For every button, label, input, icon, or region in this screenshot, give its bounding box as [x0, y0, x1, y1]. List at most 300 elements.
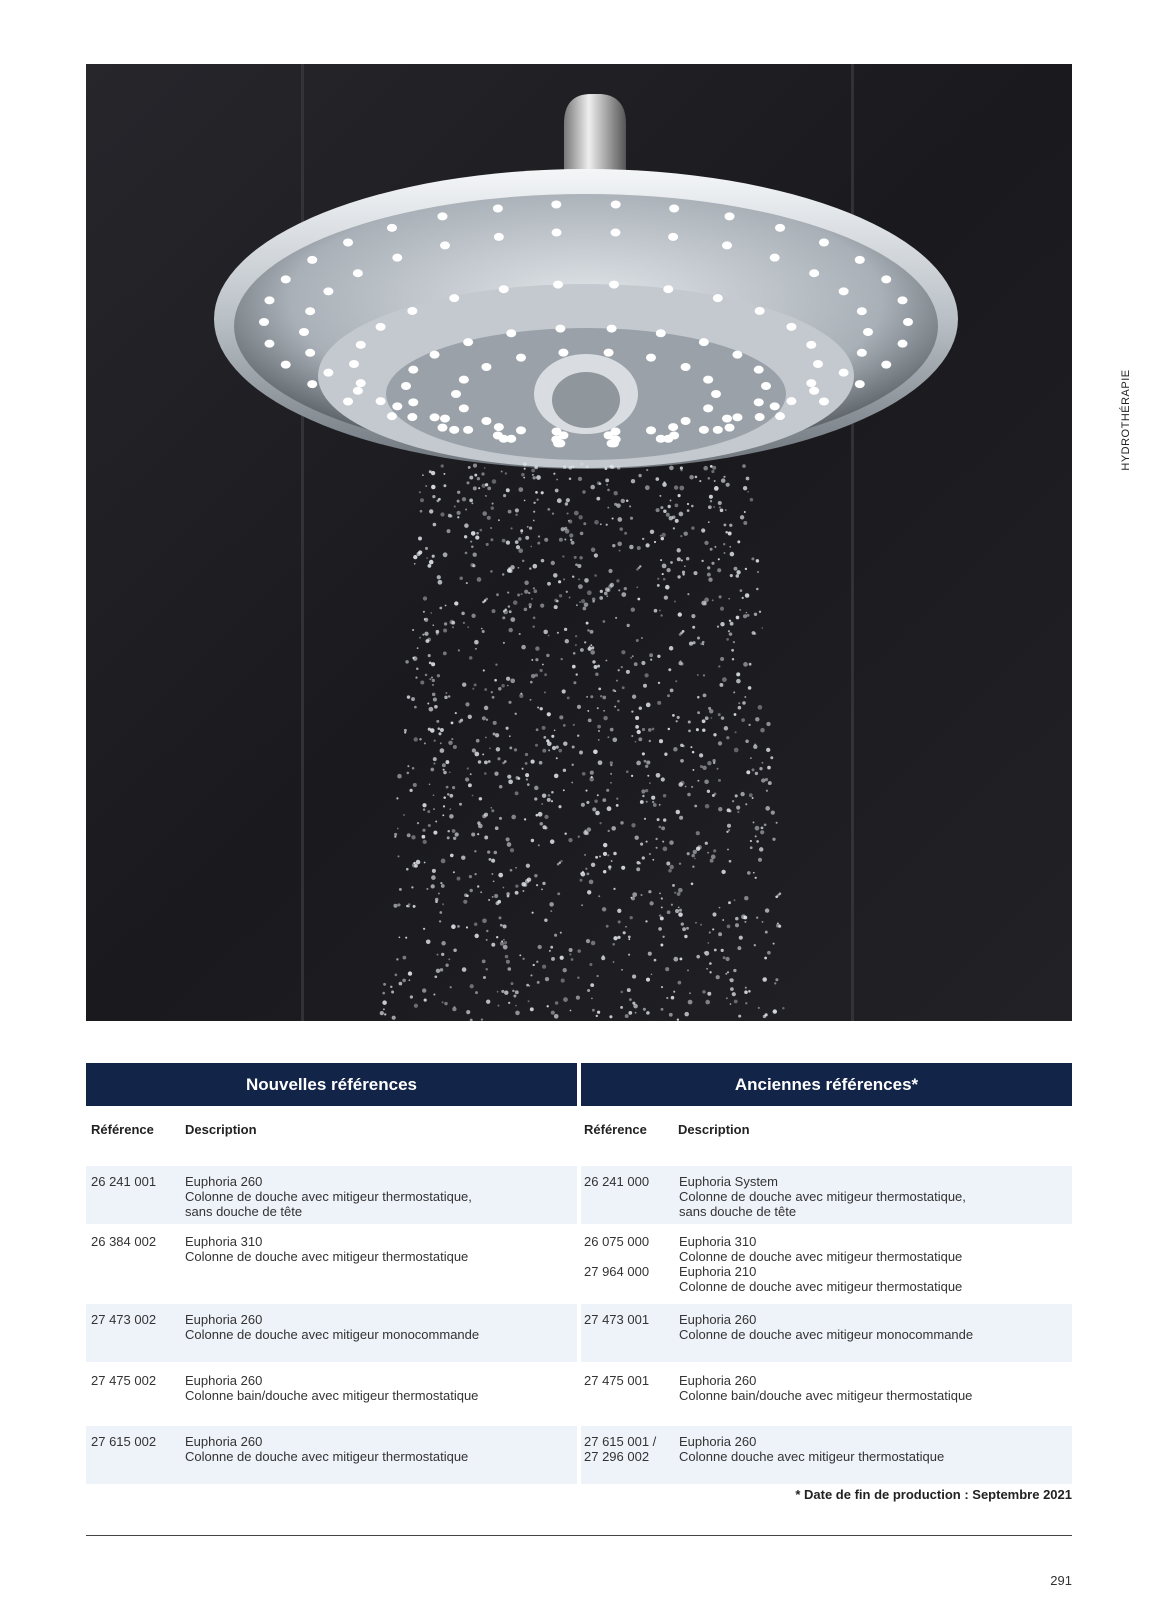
water-drop	[750, 840, 752, 842]
water-drop	[691, 614, 695, 618]
water-drop	[770, 756, 773, 759]
water-drop	[718, 932, 722, 936]
water-drop	[707, 942, 709, 944]
water-drop	[560, 932, 562, 934]
table-row	[86, 1304, 1072, 1362]
water-drop	[563, 769, 566, 772]
water-drop	[563, 578, 565, 580]
water-drop	[744, 921, 746, 923]
water-drop	[501, 990, 504, 993]
water-drop	[642, 538, 644, 540]
water-drop	[474, 683, 477, 686]
water-drop	[390, 986, 392, 988]
water-drop	[406, 905, 409, 908]
water-drop	[758, 1007, 760, 1009]
water-drop	[442, 903, 444, 905]
water-drop	[680, 759, 684, 763]
water-drop	[631, 479, 635, 483]
water-drop	[712, 599, 714, 601]
water-drop	[433, 808, 435, 810]
water-drop	[433, 762, 435, 764]
water-drop	[478, 487, 480, 489]
water-drop	[662, 841, 664, 843]
water-drop	[726, 638, 729, 641]
water-drop	[580, 879, 583, 882]
water-drop	[635, 725, 639, 729]
water-drop	[637, 861, 640, 864]
water-drop	[719, 506, 721, 508]
water-drop	[631, 823, 635, 827]
water-drop	[531, 674, 535, 678]
water-drop	[758, 858, 762, 862]
water-drop	[553, 473, 555, 475]
water-drop	[697, 696, 700, 699]
water-drop	[643, 684, 647, 688]
water-drop	[602, 955, 604, 957]
water-drop	[552, 746, 556, 750]
water-drop	[636, 761, 641, 766]
water-drop	[499, 817, 502, 820]
water-drop	[657, 584, 660, 587]
water-drop	[515, 514, 517, 516]
water-drop	[721, 478, 726, 483]
water-drop	[680, 632, 683, 635]
water-drop	[449, 771, 451, 773]
water-drop	[645, 485, 650, 490]
water-drop	[734, 748, 739, 753]
water-drop	[511, 527, 513, 529]
water-drop	[720, 622, 724, 626]
water-drop	[670, 689, 674, 693]
water-drop	[659, 893, 661, 895]
nozzle	[323, 287, 333, 295]
water-drop	[440, 728, 444, 732]
water-drop	[596, 1015, 598, 1017]
water-drop	[660, 506, 663, 509]
water-drop	[531, 839, 534, 842]
water-drop	[485, 968, 488, 971]
water-drop	[515, 508, 519, 512]
water-drop	[621, 866, 625, 870]
water-drop	[471, 531, 476, 536]
nozzle	[609, 281, 619, 289]
water-drop	[674, 891, 676, 893]
nozzle	[440, 241, 450, 249]
nozzle	[770, 402, 780, 410]
nozzle	[699, 338, 709, 346]
water-drop	[409, 789, 412, 792]
water-drop	[745, 1002, 747, 1004]
water-drop	[559, 594, 562, 597]
nozzle	[611, 201, 621, 209]
water-drop	[765, 806, 770, 811]
water-drop	[674, 485, 678, 489]
water-drop	[382, 1000, 387, 1005]
water-drop	[598, 730, 600, 732]
water-drop	[678, 612, 682, 616]
water-drop	[473, 553, 477, 557]
water-drop	[542, 749, 546, 753]
nozzle	[449, 294, 459, 302]
water-drop	[643, 1008, 646, 1011]
water-drop	[663, 794, 666, 797]
water-drop	[419, 637, 421, 639]
water-drop	[490, 538, 493, 541]
water-drop	[521, 593, 523, 595]
water-drop	[632, 892, 637, 897]
water-drop	[524, 590, 528, 594]
water-drop	[531, 598, 533, 600]
water-drop	[465, 777, 469, 781]
water-drop	[670, 561, 673, 564]
water-drop	[712, 466, 716, 470]
water-drop	[540, 604, 544, 608]
water-drop	[526, 778, 528, 780]
water-drop	[581, 904, 583, 906]
water-drop	[440, 512, 444, 516]
water-drop	[528, 603, 531, 606]
water-drop	[424, 632, 428, 636]
water-drop	[482, 960, 486, 964]
nozzle	[459, 376, 469, 384]
water-drop	[491, 859, 495, 863]
water-drop	[430, 768, 434, 772]
water-drop	[536, 499, 538, 501]
water-drop	[597, 1011, 600, 1014]
water-drop	[675, 909, 679, 913]
water-drop	[551, 957, 555, 961]
water-drop	[675, 680, 677, 682]
water-drop	[554, 774, 559, 779]
water-drop	[457, 925, 460, 928]
water-drop	[733, 691, 735, 693]
water-drop	[614, 491, 618, 495]
water-drop	[729, 632, 733, 636]
water-drop	[641, 789, 645, 793]
water-drop	[431, 471, 435, 475]
water-drop	[750, 498, 754, 502]
water-drop	[515, 884, 518, 887]
water-drop	[422, 835, 426, 839]
water-drop	[518, 487, 523, 492]
water-drop	[384, 1013, 386, 1015]
water-drop	[445, 760, 449, 764]
water-drop	[439, 920, 441, 922]
water-drop	[663, 578, 666, 581]
water-drop	[519, 954, 521, 956]
water-drop	[472, 748, 476, 752]
water-drop	[692, 866, 694, 868]
water-drop	[524, 818, 526, 820]
water-drop	[431, 875, 436, 880]
water-drop	[497, 991, 499, 993]
water-drop	[419, 738, 422, 741]
water-drop	[705, 804, 710, 809]
water-drop	[634, 662, 638, 666]
water-drop	[736, 574, 739, 577]
water-drop	[529, 567, 531, 569]
water-drop	[697, 711, 700, 714]
water-drop	[397, 855, 399, 857]
nozzle	[761, 382, 771, 390]
water-drop	[537, 542, 540, 545]
water-drop	[745, 803, 747, 805]
water-drop	[733, 641, 735, 643]
water-drop	[766, 790, 768, 792]
water-drop	[486, 930, 488, 932]
water-drop	[469, 476, 473, 480]
water-drop	[659, 739, 663, 743]
water-drop	[569, 597, 571, 599]
water-drop	[594, 520, 599, 525]
water-drop	[453, 745, 457, 749]
nozzle	[506, 435, 516, 443]
water-drop	[761, 627, 763, 629]
water-drop	[758, 705, 763, 710]
water-drop	[621, 592, 626, 597]
water-drop	[717, 568, 721, 572]
water-drop	[690, 746, 692, 748]
water-drop	[722, 677, 727, 682]
nozzle	[430, 413, 440, 421]
water-drop	[429, 662, 432, 665]
water-drop	[682, 571, 685, 574]
nozzle	[898, 296, 908, 304]
nozzle	[449, 426, 459, 434]
new-description-line: Colonne de douche avec mitigeur monocommande	[185, 1327, 480, 1342]
water-drop	[743, 486, 747, 490]
water-drop	[457, 511, 461, 515]
water-drop	[642, 795, 644, 797]
water-drop	[724, 726, 729, 731]
water-drop	[666, 568, 670, 572]
water-drop	[507, 685, 509, 687]
water-drop	[742, 464, 746, 468]
water-drop	[657, 818, 660, 821]
water-drop	[481, 472, 484, 475]
water-drop	[713, 849, 716, 852]
water-drop	[510, 678, 515, 683]
nozzle	[732, 413, 742, 421]
water-drop	[617, 700, 620, 703]
water-drop	[610, 773, 612, 775]
water-drop	[669, 865, 673, 869]
water-drop	[449, 794, 453, 798]
water-drop	[657, 655, 660, 658]
water-drop	[669, 466, 674, 471]
water-drop	[586, 465, 589, 468]
water-drop	[589, 963, 592, 966]
water-drop	[586, 696, 588, 698]
water-drop	[428, 564, 432, 568]
water-drop	[597, 794, 599, 796]
water-drop	[404, 729, 407, 732]
nozzle	[607, 439, 617, 447]
water-drop	[638, 567, 640, 569]
water-drop	[704, 541, 708, 545]
water-drop	[496, 747, 500, 751]
water-drop	[499, 785, 503, 789]
table-row	[86, 1226, 1072, 1302]
nozzle	[725, 424, 735, 432]
water-drop	[446, 786, 449, 789]
water-drop	[532, 912, 534, 914]
nozzle	[401, 382, 411, 390]
water-drop	[582, 772, 586, 776]
water-drop	[610, 728, 614, 732]
water-drop	[538, 535, 540, 537]
water-drop	[451, 924, 456, 929]
water-drop	[417, 822, 419, 824]
nozzle	[281, 275, 291, 283]
water-drop	[591, 863, 595, 867]
water-drop	[543, 630, 548, 635]
water-drop	[761, 778, 765, 782]
water-drop	[554, 605, 558, 609]
water-drop	[718, 665, 720, 667]
water-drop	[462, 967, 467, 972]
water-drop	[534, 874, 537, 877]
water-drop	[562, 689, 566, 693]
water-drop	[507, 895, 510, 898]
water-drop	[562, 555, 564, 557]
water-drop	[618, 589, 620, 591]
water-drop	[578, 836, 580, 838]
new-reference: 27 475 002	[91, 1373, 157, 1388]
water-drop	[755, 835, 757, 837]
water-drop	[750, 757, 752, 759]
nozzle	[463, 338, 473, 346]
water-drop	[520, 529, 523, 532]
water-drop	[564, 628, 567, 631]
water-drop	[597, 707, 599, 709]
nozzle	[610, 229, 620, 237]
nozzle	[663, 285, 673, 293]
water-drop	[612, 544, 615, 547]
water-drop	[563, 968, 567, 972]
water-drop	[709, 709, 713, 713]
water-drop	[542, 726, 546, 730]
water-drop	[469, 889, 472, 892]
water-drop	[732, 992, 736, 996]
water-drop	[684, 935, 687, 938]
water-drop	[542, 882, 545, 885]
water-drop	[522, 890, 524, 892]
water-drop	[571, 541, 575, 545]
water-drop	[692, 769, 694, 771]
water-drop	[696, 831, 700, 835]
water-drop	[654, 959, 657, 962]
water-drop	[551, 791, 554, 794]
water-drop	[433, 993, 435, 995]
water-drop	[598, 688, 601, 691]
water-drop	[677, 716, 680, 719]
water-drop	[383, 983, 386, 986]
water-drop	[576, 604, 578, 606]
water-drop	[565, 639, 569, 643]
water-drop	[558, 749, 562, 753]
water-drop	[568, 520, 570, 522]
water-drop	[623, 931, 626, 934]
nozzle	[356, 341, 366, 349]
water-drop	[744, 896, 748, 900]
water-drop	[687, 969, 689, 971]
water-drop	[508, 628, 512, 632]
water-drop	[580, 463, 583, 466]
water-drop	[566, 498, 570, 502]
water-drop	[689, 642, 693, 646]
water-drop	[718, 779, 721, 782]
nozzle	[552, 229, 562, 237]
water-drop	[523, 462, 527, 466]
water-drop	[466, 582, 468, 584]
water-drop	[692, 751, 695, 754]
water-drop	[614, 706, 616, 708]
water-drop	[629, 505, 631, 507]
water-drop	[590, 485, 595, 490]
water-drop	[646, 801, 648, 803]
water-drop	[581, 803, 585, 807]
water-drop	[587, 590, 592, 595]
water-drop	[515, 990, 519, 994]
nozzle	[754, 366, 764, 374]
water-drop	[603, 620, 606, 623]
water-drop	[663, 847, 668, 852]
nozzle	[806, 341, 816, 349]
water-drop	[515, 1011, 520, 1016]
water-drop	[707, 790, 710, 793]
water-drop	[403, 814, 405, 816]
water-drop	[477, 833, 479, 835]
water-drop	[544, 918, 547, 921]
water-drop	[631, 896, 635, 900]
water-drop	[732, 800, 734, 802]
water-drop	[725, 973, 727, 975]
water-drop	[631, 607, 635, 611]
water-drop	[735, 917, 739, 921]
water-drop	[502, 539, 506, 543]
water-drop	[714, 486, 719, 491]
water-drop	[605, 660, 607, 662]
water-drop	[534, 786, 538, 790]
water-drop	[476, 739, 480, 743]
water-drop	[734, 1000, 738, 1004]
water-drop	[736, 806, 740, 810]
water-drop	[448, 958, 450, 960]
water-drop	[484, 836, 488, 840]
water-drop	[630, 916, 633, 919]
water-drop	[608, 584, 612, 588]
water-drop	[620, 991, 623, 994]
water-drop	[518, 567, 520, 569]
water-drop	[691, 526, 694, 529]
water-drop	[599, 822, 601, 824]
water-drop	[513, 995, 516, 998]
water-drop	[712, 928, 714, 930]
nozzle	[786, 397, 796, 405]
water-drop	[469, 499, 473, 503]
nozzle	[681, 417, 691, 425]
water-drop	[452, 1007, 456, 1011]
water-drop	[480, 891, 482, 893]
water-drop	[730, 1003, 732, 1005]
nozzle	[775, 224, 785, 232]
water-drop	[429, 509, 433, 513]
water-drop	[649, 853, 651, 855]
water-drop	[475, 991, 478, 994]
water-drop	[649, 740, 651, 742]
water-drop	[530, 974, 532, 976]
